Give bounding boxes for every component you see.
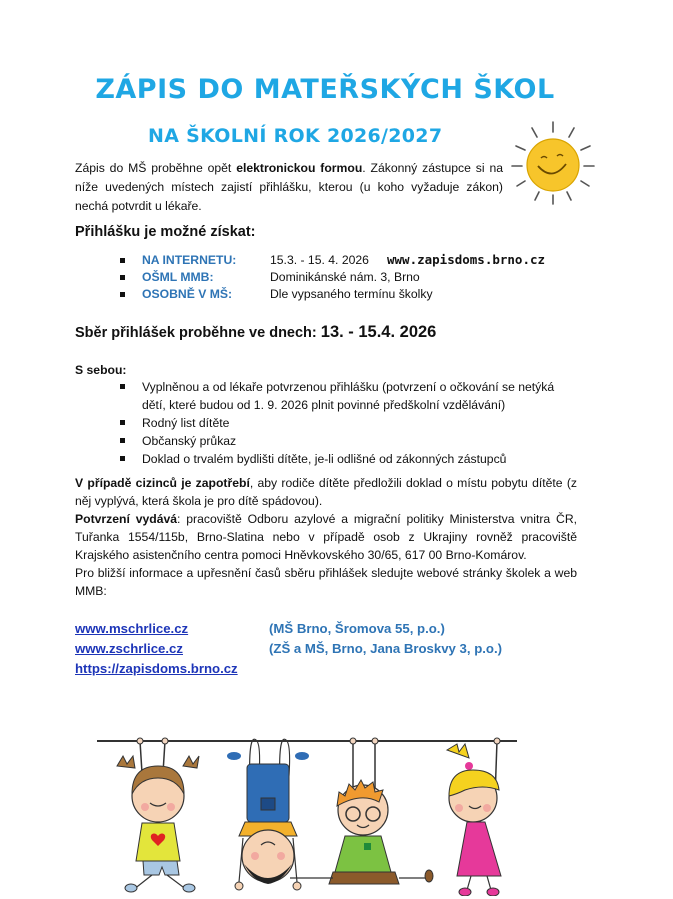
collection-date: 13. - 15.4. 2026 [320, 323, 437, 341]
bullet-icon [120, 456, 125, 461]
collection-dates: Sběr přihlášek proběhne ve dnech: 13. - 15.4. 2026 [75, 323, 437, 341]
source-label: NA INTERNETU: [142, 253, 237, 267]
where-to-get-heading: Přihlášku je možné získat: [75, 224, 256, 240]
bullet-icon [120, 292, 125, 297]
list-item: Doklad o trvalém bydlišti dítěte, je-li odlišné od zákonných zástupců [120, 450, 560, 468]
link-row [75, 661, 238, 681]
page-subtitle: NA ŠKOLNÍ ROK 2026/2027 [148, 125, 443, 147]
source-url: www.zapisdoms.brno.cz [387, 252, 546, 267]
link-note: (MŠ Brno, Šromova 55, p.o.) [269, 621, 445, 636]
source-value: 15.3. - 15. 4. 2026 [270, 253, 369, 267]
bullet-icon [120, 438, 125, 443]
confirmation-paragraph: Potvrzení vydává: pracoviště Odboru azylové a migrační politiky Ministerstva vnitra ČR, Tuřanka 1554/115b, Brno-Slatina nebo v případě osob z Ukrajiny rovněž pracoviště Krajského asistenčního centra pomoci Hněvkovského 30/65, 617 00 Brno-Komárov. [75, 512, 578, 562]
bullet-icon [120, 384, 125, 389]
page-title: ZÁPIS DO MATEŘSKÝCH ŠKOL [95, 74, 555, 105]
bullet-icon [120, 258, 125, 263]
link-row [75, 621, 445, 641]
link-mschrlice[interactable]: www.mschrlice.cz [75, 621, 189, 636]
link-zapisdoms[interactable]: https://zapisdoms.brno.cz [75, 661, 238, 676]
info-paragraphs [75, 474, 577, 600]
bring-list [120, 378, 560, 468]
intro-paragraph: Zápis do MŠ proběhne opět elektronickou formou. Zákonný zástupce si na níže uvedených místech zajistí přihlášku, kterou (u koho vyžaduje zákon) nechá potvrdit u lékaře. [75, 161, 504, 213]
intro-emphasis: elektronickou formou [236, 161, 363, 175]
source-value: Dle vypsaného termínu školky [270, 287, 433, 301]
list-item: Rodný list dítěte [120, 414, 560, 432]
list-item: Vyplněnou a od lékaře potvrzenou přihlášku (potvrzení o očkování se netýká dětí, které budou od 1. 9. 2026 plnit povinné předškolní vzdělávání) [120, 378, 560, 414]
bring-heading: S sebou: [75, 363, 127, 377]
source-label: OSOBNĚ V MŠ: [142, 287, 233, 301]
bullet-icon [120, 275, 125, 280]
link-note: (ZŠ a MŠ, Brno, Jana Broskvy 3, p.o.) [269, 641, 503, 656]
source-value: Dominikánské nám. 3, Brno [270, 270, 420, 284]
more-info-paragraph: Pro bližší informace a upřesnění časů sběru přihlášek sledujte webové stránky školek a web MMB: [75, 566, 577, 598]
link-row [75, 641, 503, 661]
children-hanging-illustration-icon [95, 728, 520, 896]
foreigners-paragraph: V případě cizinců je zapotřebí, aby rodiče dítěte předložili doklad o místu pobytu dítěte (z něj vyplývá, která škola je pro dítě spádovou). [75, 476, 577, 508]
bullet-icon [120, 420, 125, 425]
link-zschrlice[interactable]: www.zschrlice.cz [75, 641, 183, 656]
source-label: OŠML MMB: [142, 270, 214, 284]
sun-illustration-icon [508, 118, 598, 208]
list-item: Občanský průkaz [120, 432, 560, 450]
